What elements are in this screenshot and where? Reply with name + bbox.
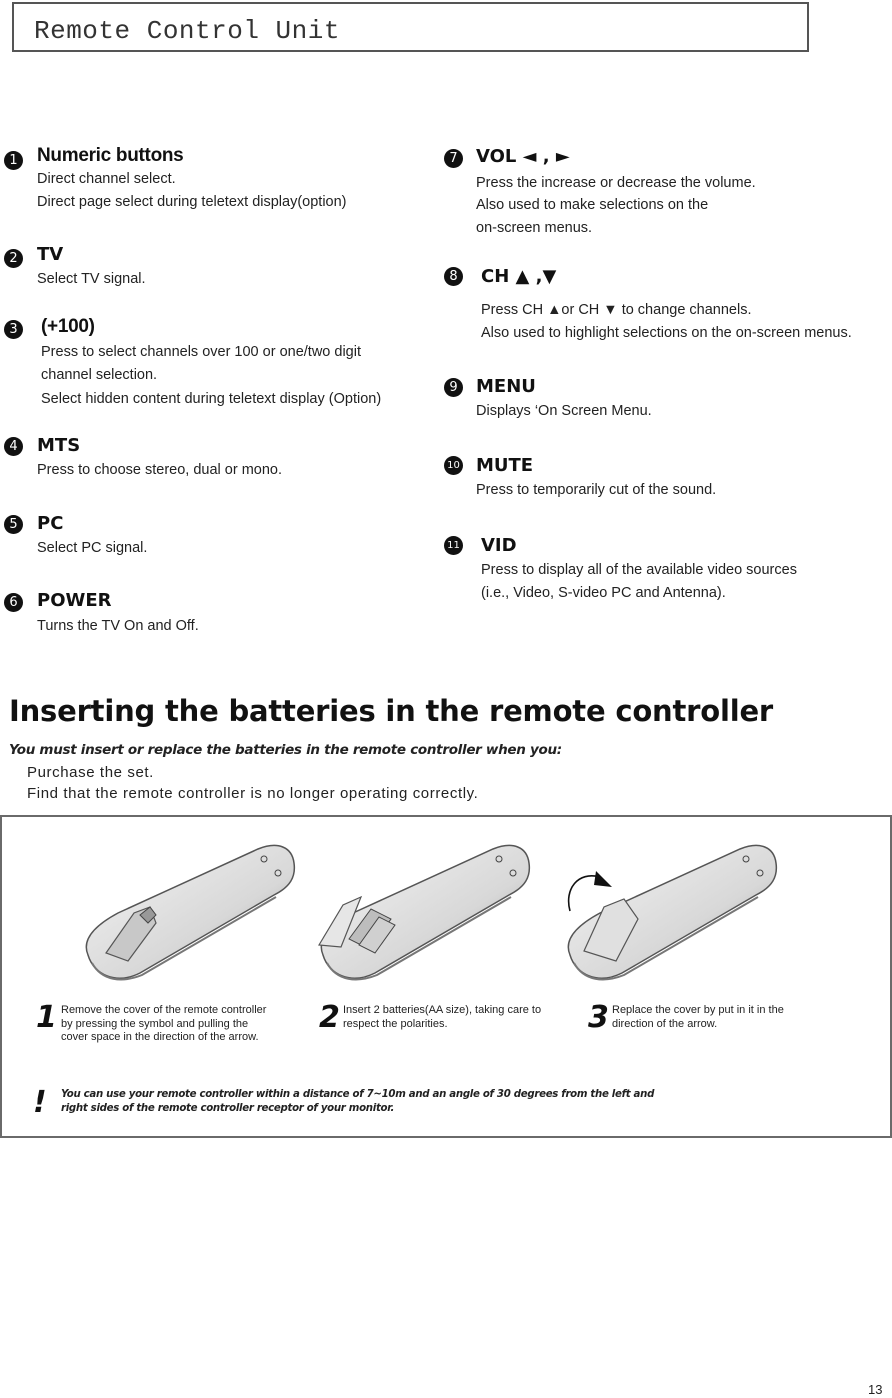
range-note: You can use your remote controller within a distance of 7~10m and an angle of 30 degrees from the left and right sides of the remote controller receptor of your monitor.: [61, 1089, 655, 1114]
header-box: [12, 2, 809, 52]
item-title: MENU: [476, 376, 536, 397]
remote-cover-replace-illustration: [560, 835, 785, 985]
item-number: 2: [4, 249, 23, 268]
item-title: VOL ◄ , ►: [476, 146, 570, 167]
step-1-text: Remove the cover of the remote controller by pressing the symbol and pulling the cover space in the direction of the arrow.: [61, 1004, 267, 1043]
item-desc-line: Select hidden content during teletext display (Option): [41, 391, 382, 407]
remote-cover-removal-illustration: [78, 835, 303, 985]
item-desc-line: Press to temporarily cut of the sound.: [476, 482, 717, 498]
item-number: 5: [4, 515, 23, 534]
item-desc-line: Displays ‘On Screen Menu.: [476, 403, 652, 419]
batteries-subtitle: You must insert or replace the batteries in the remote controller when you:: [9, 742, 562, 758]
item-desc-line: (i.e., Video, S-video PC and Antenna).: [481, 585, 726, 601]
item-number: 6: [4, 593, 23, 612]
item-title: MUTE: [476, 455, 534, 476]
item-desc-line: Press to display all of the available video sources: [481, 562, 797, 578]
item-number: 11: [444, 536, 463, 555]
item-title: PC: [37, 513, 64, 534]
step-1-number: 1: [36, 1000, 57, 1035]
item-number: 10: [444, 456, 463, 475]
item-number: 7: [444, 149, 463, 168]
item-desc-line: Select TV signal.: [37, 271, 146, 287]
item-desc-line: Press to choose stereo, dual or mono.: [37, 462, 283, 478]
item-number: 4: [4, 437, 23, 456]
item-desc-line: on-screen menus.: [476, 220, 593, 236]
item-desc-line: Direct channel select.: [37, 171, 176, 187]
item-number: 8: [444, 267, 463, 286]
item-title: CH ▲ ,▼: [481, 266, 557, 287]
item-desc-line: Turns the TV On and Off.: [37, 618, 199, 634]
page-number: 13: [868, 1382, 883, 1397]
item-number: 1: [4, 151, 23, 170]
item-title: TV: [37, 244, 64, 265]
item-desc-line: Direct page select during teletext display(option): [37, 194, 347, 210]
item-title: Numeric buttons: [37, 145, 184, 166]
item-number: 9: [444, 378, 463, 397]
item-title: MTS: [37, 435, 81, 456]
item-number: 3: [4, 320, 23, 339]
warning-icon: !: [33, 1085, 47, 1120]
step-3-number: 3: [588, 1000, 609, 1035]
item-title: (+100): [41, 316, 95, 337]
step-2-text: Insert 2 batteries(AA size), taking care to respect the polarities.: [343, 1004, 542, 1030]
step-3-text: Replace the cover by put in it in the direction of the arrow.: [612, 1004, 784, 1030]
item-title: VID: [481, 535, 517, 556]
item-desc-line: Also used to make selections on the: [476, 197, 709, 213]
batteries-section-title: Inserting the batteries in the remote controller: [9, 694, 774, 728]
page-title: Remote Control Unit: [34, 16, 340, 46]
item-desc-line: Press the increase or decrease the volume.: [476, 175, 756, 191]
item-desc-line: Press to select channels over 100 or one/two digit: [41, 344, 361, 360]
item-desc-line: Also used to highlight selections on the on-screen menus.: [481, 325, 852, 341]
remote-battery-insert-illustration: [313, 835, 538, 985]
batteries-bullet: Purchase the set.: [27, 764, 154, 781]
batteries-bullet: Find that the remote controller is no longer operating correctly.: [27, 785, 479, 802]
item-desc-line: channel selection.: [41, 367, 158, 383]
item-desc-line: Press CH ▲or CH ▼ to change channels.: [481, 302, 752, 318]
step-2-number: 2: [319, 1000, 340, 1035]
item-desc-line: Select PC signal.: [37, 540, 148, 556]
item-title: POWER: [37, 590, 112, 611]
